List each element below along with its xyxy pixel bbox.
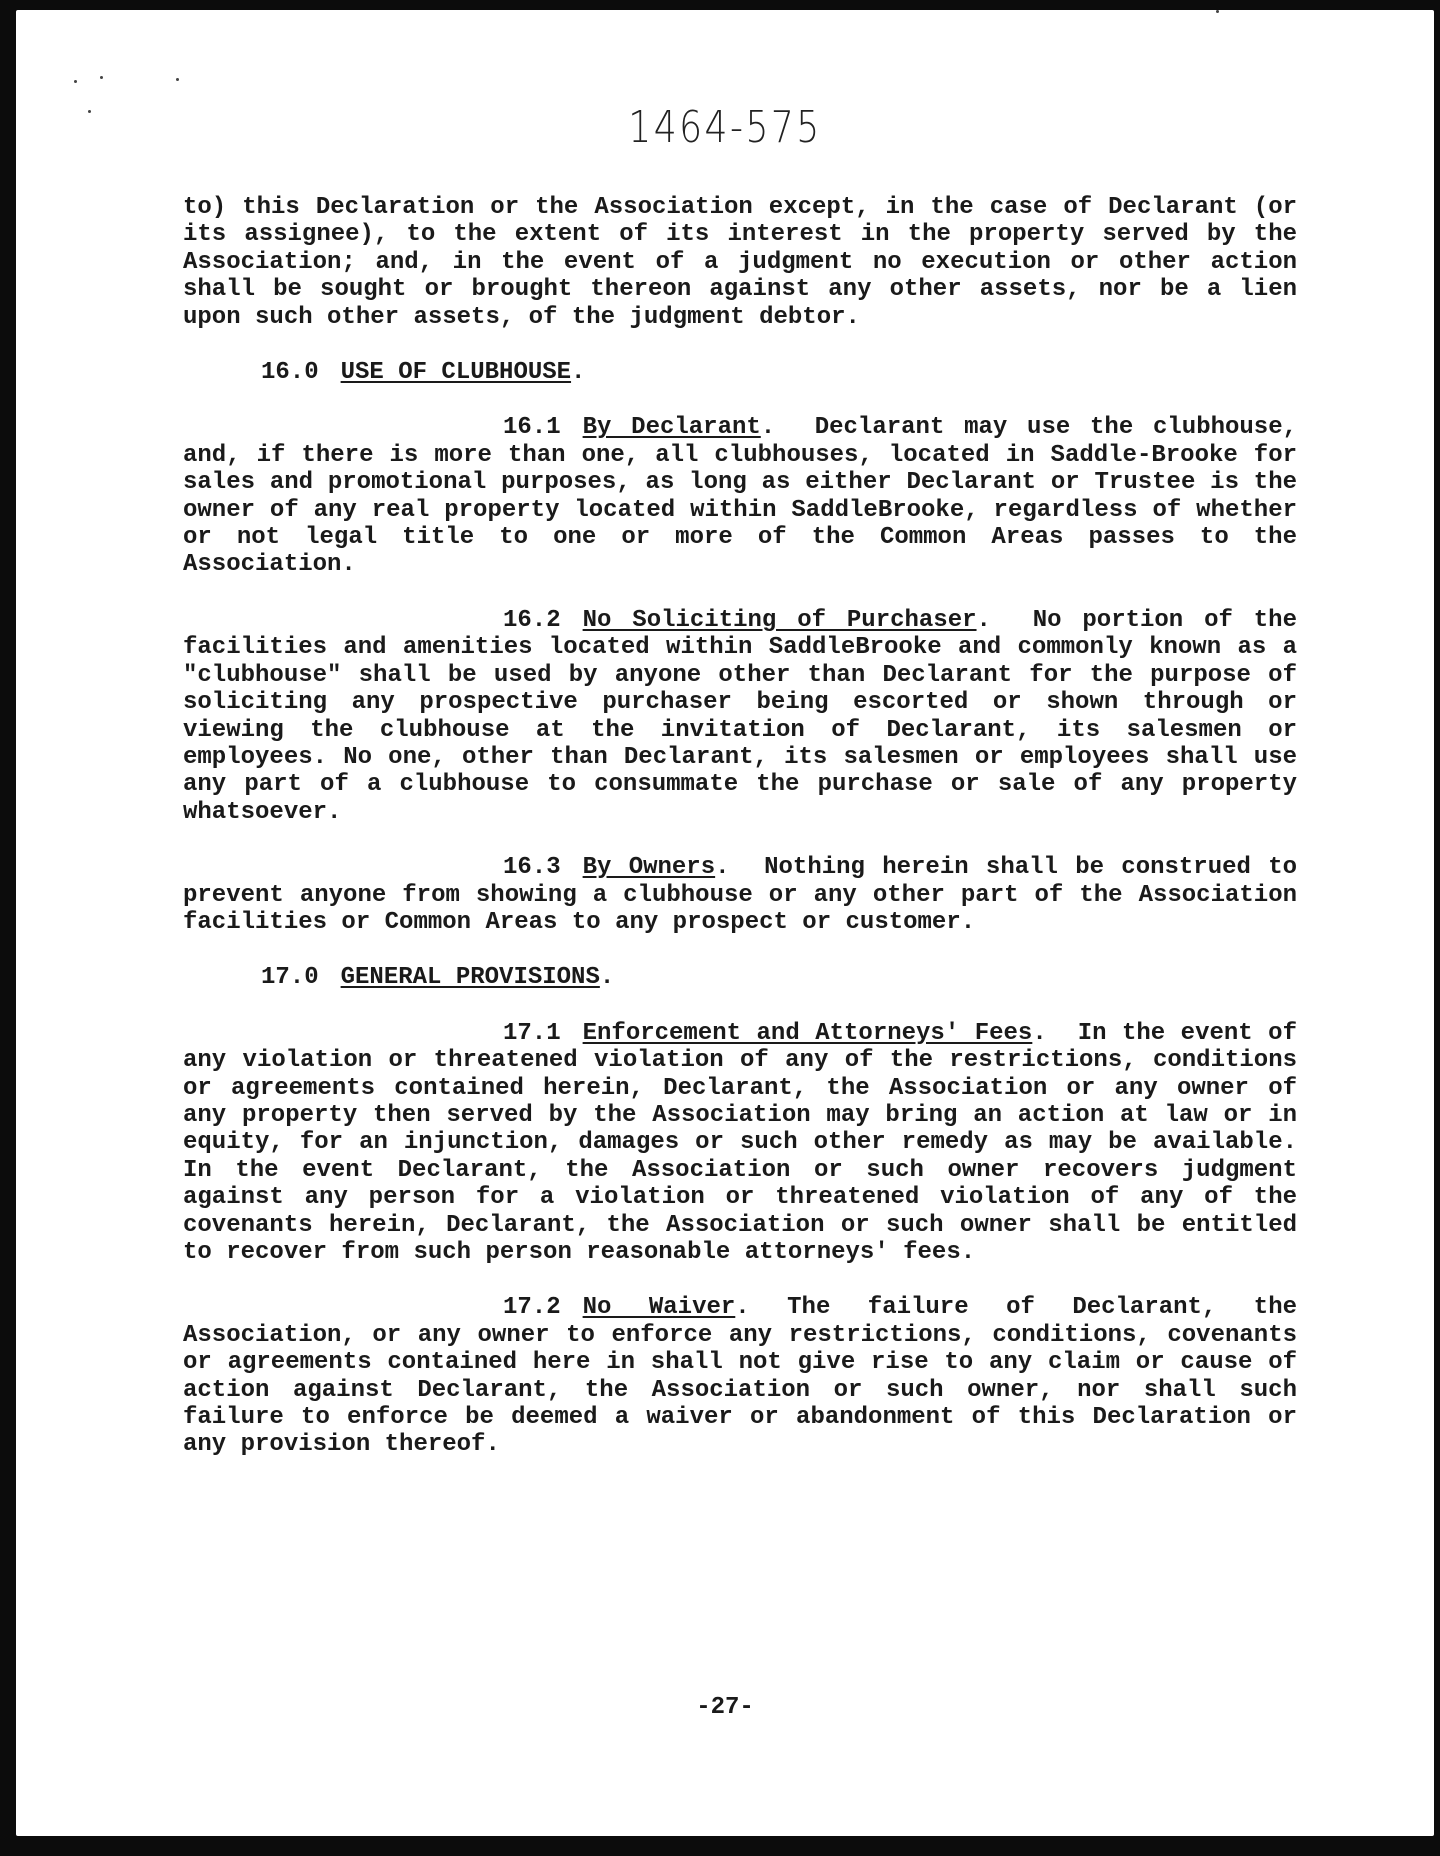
- subsection-title: Enforcement and Attorneys' Fees: [582, 1019, 1033, 1047]
- subsection-number: 17.1: [503, 1019, 561, 1047]
- subsection-number: 16.1: [503, 414, 561, 442]
- subsection-number: 16.3: [503, 854, 561, 882]
- subsection-title: By Declarant: [582, 414, 761, 442]
- scan-speck: [88, 110, 91, 113]
- page-number: -27-: [696, 1694, 754, 1721]
- subsection-17-2: 17.2 No Waiver. The failure of Declarant, the Association, or any owner to enforce any restrictions, conditions, covenants or agreements contained here in shall not give rise to any claim or cause of action against Declarant, the Association or such owner, nor shall such failure to enforce be deemed a waiver or abandonment of this Declaration or any provision thereof.: [183, 1294, 1297, 1459]
- subsection-number: 16.2: [503, 606, 561, 634]
- subsection-text: Nothing herein shall be construed to prevent anyone from showing a clubhouse or any other part of the Association facilities or Common Areas to any prospect or customer.: [183, 854, 1298, 936]
- subsection-title: By Owners: [582, 854, 716, 882]
- subsection-title: No Waiver: [582, 1294, 736, 1322]
- scan-speck: [1216, 10, 1219, 13]
- subsection-16-1: 16.1 By Declarant. Declarant may use the clubhouse, and, if there is more than one, all clubhouses, located in Saddle-Brooke for sales and promotional purposes, as long as either Declarant or Trustee is the owner of any real property located within SaddleBrooke, regardless of whether or not legal title to one or more of the Common Areas passes to the Association.: [183, 414, 1298, 579]
- subsection-text: In the event of any violation or threatened violation of any of the restrictions, conditions or agreements contained herein, Declarant, the Association or any owner of any property then served by the Association may bring an action at law or in equity, for an injunction, damages or such other remedy as may be available. In the event Declarant, the Association or such owner recovers judgment against any person for a violation or threatened violation of any of the covenants herein, Declarant, the Association or such owner shall be entitled to recover from such person reasonable attorneys' fees.: [183, 1019, 1297, 1266]
- subsection-16-2: 16.2 No Soliciting of Purchaser. No portion of the facilities and amenities located within SaddleBrooke and commonly known as a "clubhouse" shall be used by anyone other than Declarant for the purpose of soliciting any prospective purchaser being escorted or shown through or viewing the clubhouse at the invitation of Declarant, its salesmen or employees. No one, other than Declarant, its salesmen or employees shall use any part of a clubhouse to consummate the purchase or sale of any property whatsoever.: [183, 606, 1297, 826]
- opening-paragraph: to) this Declaration or the Association except, in the case of Declarant (or its assignee), to the extent of its interest in the property served by the Association; and, in the event of a judgment no execution or other action shall be sought or brought thereon against any other assets, nor be a lien upon such other assets, of the judgment debtor.: [183, 194, 1297, 331]
- section-number: 16.0: [261, 359, 319, 387]
- section-number: 17.0: [261, 964, 319, 992]
- section-heading: 17.0 GENERAL PROVISIONS.: [261, 964, 615, 992]
- document-body: [183, 194, 1297, 1459]
- subsection-text: Declarant may use the clubhouse, and, if there is more than one, all clubhouses, located in Saddle-Brooke for sales and promotional purposes, as long as either Declarant or Trustee is the owner of any real property located within SaddleBrooke, regardless of whether or not legal title to one or more of the Common Areas passes to the Association.: [183, 414, 1298, 579]
- section-title: GENERAL PROVISIONS: [340, 964, 600, 992]
- scan-speck: [74, 80, 77, 83]
- subsection-text: The failure of Declarant, the Association, or any owner to enforce any restrictions, conditions, covenants or agreements contained here in shall not give rise to any claim or cause of action against Declarant, the Association or such owner, nor shall such failure to enforce be deemed a waiver or abandonment of this Declaration or any provision thereof.: [183, 1294, 1297, 1459]
- subsection-number: 17.2: [503, 1294, 561, 1322]
- subsection-17-1: 17.1 Enforcement and Attorneys' Fees. In the event of any violation or threatened violation of any of the restrictions, conditions or agreements contained herein, Declarant, the Association or any owner of any property then served by the Association may bring an action at law or in equity, for an injunction, damages or such other remedy as may be available. In the event Declarant, the Association or such owner recovers judgment against any person for a violation or threatened violation of any of the covenants herein, Declarant, the Association or such owner shall be entitled to recover from such person reasonable attorneys' fees.: [183, 1019, 1297, 1266]
- scan-speck: [176, 78, 179, 81]
- document-stamp-number: 1464-575: [628, 102, 822, 153]
- scan-speck: [100, 76, 103, 79]
- section-title: USE OF CLUBHOUSE: [340, 359, 572, 387]
- subsection-title: No Soliciting of Purchaser: [582, 606, 977, 634]
- section-heading: 16.0 USE OF CLUBHOUSE.: [261, 359, 586, 387]
- document-page: [16, 10, 1434, 1836]
- subsection-text: No portion of the facilities and amenities located within SaddleBrooke and commonly known as a "clubhouse" shall be used by anyone other than Declarant for the purpose of soliciting any prospective purchaser being escorted or shown through or viewing the clubhouse at the invitation of Declarant, its salesmen or employees. No one, other than Declarant, its salesmen or employees shall use any part of a clubhouse to consummate the purchase or sale of any property whatsoever.: [183, 606, 1297, 826]
- subsection-16-3: 16.3 By Owners. Nothing herein shall be construed to prevent anyone from showing a clubhouse or any other part of the Association facilities or Common Areas to any prospect or customer.: [183, 854, 1298, 936]
